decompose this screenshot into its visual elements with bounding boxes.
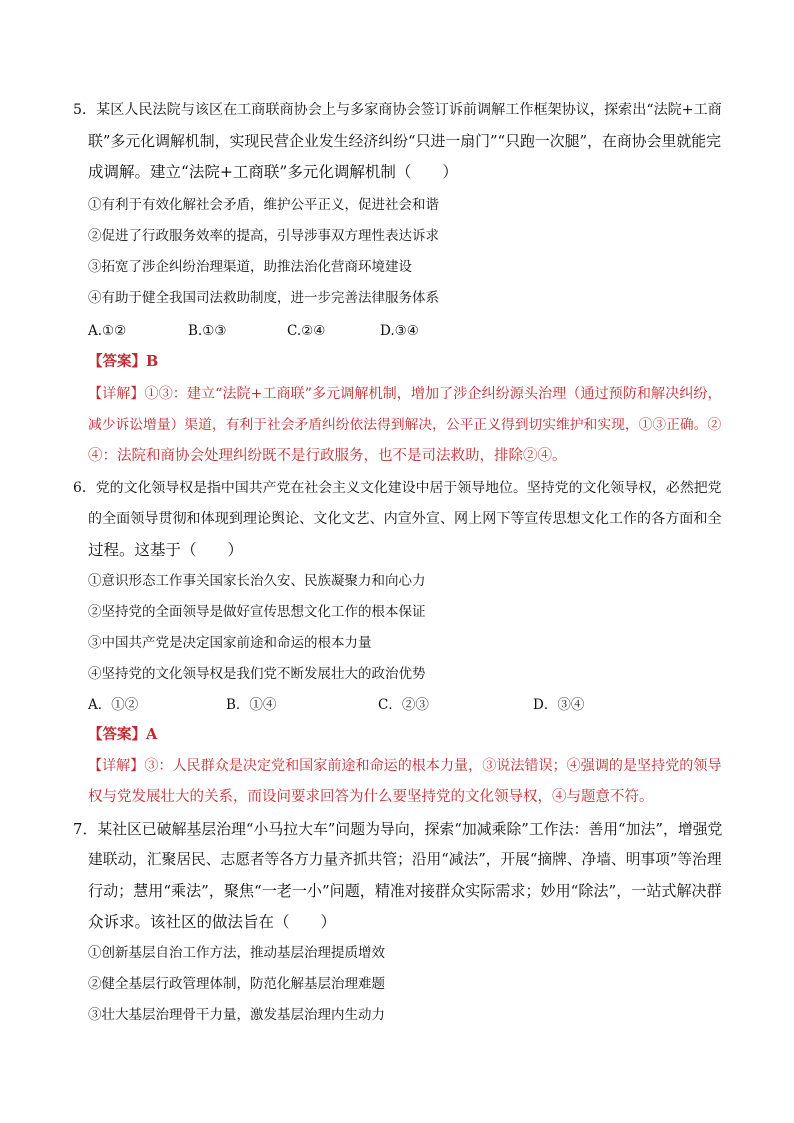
q7-option-3: ③壮大基层治理骨干力量，激发基层治理内生动力 [88,1007,385,1023]
q5-choice-a: A.①② [88,323,127,339]
q5-stem-line-3: 成调解。建立“法院+工商联”多元化调解机制（ ） [88,163,458,181]
q5-option-4: ④有助于健全我国司法救助制度，进一步完善法律服务体系 [88,290,439,306]
q5-choice-b: B.①③ [188,323,227,339]
q7-option-2: ②健全基层行政管理体制，防范化解基层治理难题 [88,976,385,992]
q6-choice-c: C．②③ [378,697,429,713]
q6-explanation-line-2: 权与党发展壮大的关系，而设问要求回答为什么要坚持党的文化领导权，④与题意不符。 [88,789,654,805]
q6-option-3: ③中国共产党是决定国家前途和命运的根本力量 [88,635,372,651]
q5-option-2: ②促进了行政服务效率的提高，引导涉事双方理性表达诉求 [88,228,439,244]
q5-choice-d: D.③④ [380,323,419,339]
q5-stem-line-1: 5．某区人民法院与该区在工商联商协会上与多家商协会签订诉前调解工作框架协议，探索出“法院+工商 [73,102,722,118]
q6-stem-line-1: 6．党的文化领导权是指中国共产党在社会主义文化建设中居于领导地位。坚持党的文化领导权，必然把党 [73,480,722,496]
q6-option-1: ①意识形态工作事关国家长治久安、民族凝聚力和向心力 [88,573,426,589]
q7-stem-line-4: 众诉求。该社区的做法旨在（ ） [88,913,337,931]
q6-answer: 【答案】A [88,726,158,743]
q5-explanation-line-1: 【详解】①③：建立“法院+工商联”多元调解机制，增加了涉企纠纷源头治理（通过预防和解决纠纷， [88,386,722,402]
q6-option-4: ④坚持党的文化领导权是我们党不断发展壮大的政治优势 [88,666,426,682]
q5-explanation-line-2: 减少诉讼增量）渠道，有利于社会矛盾纠纷依法得到解决，公平正义得到切实维护和实现，①③正确。② [88,417,722,433]
q5-explanation-line-3: ④：法院和商协会处理纠纷既不是行政服务，也不是司法救助，排除②④。 [88,448,567,464]
q7-stem-line-2: 建联动，汇聚居民、志愿者等各方力量齐抓共管；沿用“减法”，开展“摘牌、净墙、明事项”等治理 [88,851,722,868]
q6-stem-line-3: 过程。这基于（ ） [88,541,244,559]
q6-option-2: ②坚持党的全面领导是做好宣传思想文化工作的根本保证 [88,604,426,620]
q6-explanation-line-1: 【详解】③：人民群众是决定党和国家前途和命运的根本力量，③说法错误；④强调的是坚持党的领导 [88,758,722,774]
q6-choice-d: D．③④ [533,697,585,713]
q5-option-3: ③拓宽了涉企纠纷治理渠道，助推法治化营商环境建设 [88,259,412,275]
q6-choice-a: A．①② [88,697,139,713]
q7-stem-line-3: 行动；慧用“乘法”，聚焦“一老一小”问题，精准对接群众实际需求；妙用“除法”，一站式解决群 [88,882,722,900]
q7-option-1: ①创新基层自治工作方法，推动基层治理提质增效 [88,945,385,961]
q6-stem-line-2: 的全面领导贯彻和体现到理论舆论、文化文艺、内宣外宣、网上网下等宣传思想文化工作的各方面和全 [88,511,722,527]
q5-choice-c: C.②④ [287,323,326,339]
q5-answer: 【答案】B [88,353,159,370]
q5-option-1: ①有利于有效化解社会矛盾，维护公平正义，促进社会和谐 [88,197,439,213]
q6-choice-b: B．①④ [226,697,277,713]
q7-stem-line-1: 7．某社区已破解基层治理“小马拉大车”问题为导向，探索“加减乘除”工作法：善用“加法”，增强党 [73,820,723,838]
q5-stem-line-2: 联”多元化调解机制，实现民营企业发生经济纠纷“只进一扇门”“只跑一次腿”，在商协会里就能完 [88,132,722,150]
